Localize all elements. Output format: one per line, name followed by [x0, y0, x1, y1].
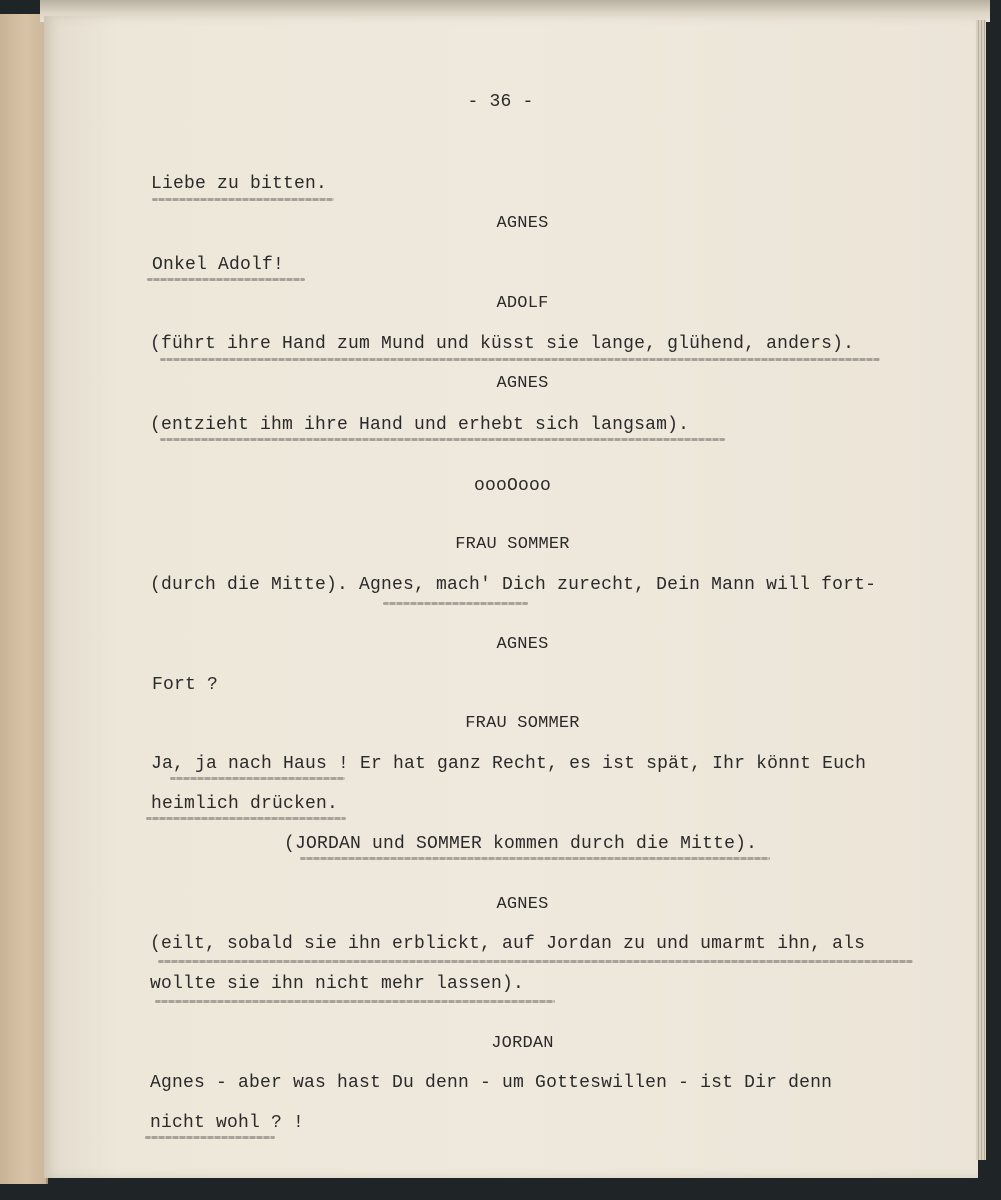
- page-number: - 36 -: [467, 92, 534, 112]
- script-line: nicht wohl ? !: [150, 1113, 305, 1133]
- speaker-name: FRAU SOMMER: [455, 535, 570, 554]
- script-line: Liebe zu bitten.: [151, 174, 328, 194]
- script-line: Fort ?: [152, 675, 219, 695]
- pencil-underline: [383, 602, 528, 605]
- stage-direction: wollte sie ihn nicht mehr lassen).: [150, 974, 525, 994]
- page-stack-edge: [976, 20, 986, 1160]
- script-line: heimlich drücken.: [151, 794, 339, 814]
- stage-direction: (JORDAN und SOMMER kommen durch die Mitte).: [284, 834, 758, 854]
- stage-direction: (entzieht ihm ihre Hand und erhebt sich langsam).: [150, 415, 690, 435]
- pencil-underline: [158, 960, 913, 963]
- pencil-underline: [152, 198, 334, 201]
- script-line: Onkel Adolf!: [152, 255, 285, 275]
- stage-direction: (eilt, sobald sie ihn erblickt, auf Jordan zu und umarmt ihn, als: [150, 934, 866, 954]
- pencil-underline: [160, 438, 725, 441]
- speaker-name: AGNES: [496, 214, 549, 233]
- scene-separator: oooOooo: [473, 476, 551, 496]
- speaker-name: AGNES: [496, 635, 549, 654]
- pencil-underline: [145, 1136, 275, 1139]
- speaker-name: ADOLF: [496, 294, 549, 313]
- stage-direction: (führt ihre Hand zum Mund und küsst sie lange, glühend, anders).: [150, 334, 855, 354]
- pencil-underline: [147, 278, 305, 281]
- pencil-underline: [300, 857, 770, 860]
- pencil-underline: [146, 817, 346, 820]
- script-line: Agnes - aber was hast Du denn - um Gotteswillen - ist Dir denn: [150, 1073, 833, 1093]
- pencil-underline: [155, 1000, 555, 1003]
- pencil-underline: [170, 777, 345, 780]
- speaker-name: AGNES: [496, 895, 549, 914]
- script-line: Ja, ja nach Haus ! Er hat ganz Recht, es ist spät, Ihr könnt Euch: [151, 754, 867, 774]
- facing-page-edge: [0, 14, 48, 1184]
- speaker-name: JORDAN: [491, 1034, 554, 1053]
- speaker-name: AGNES: [496, 374, 549, 393]
- speaker-name: FRAU SOMMER: [465, 714, 580, 733]
- pencil-underline: [160, 358, 880, 361]
- stage-direction: (durch die Mitte). Agnes, mach' Dich zurecht, Dein Mann will fort-: [150, 575, 877, 595]
